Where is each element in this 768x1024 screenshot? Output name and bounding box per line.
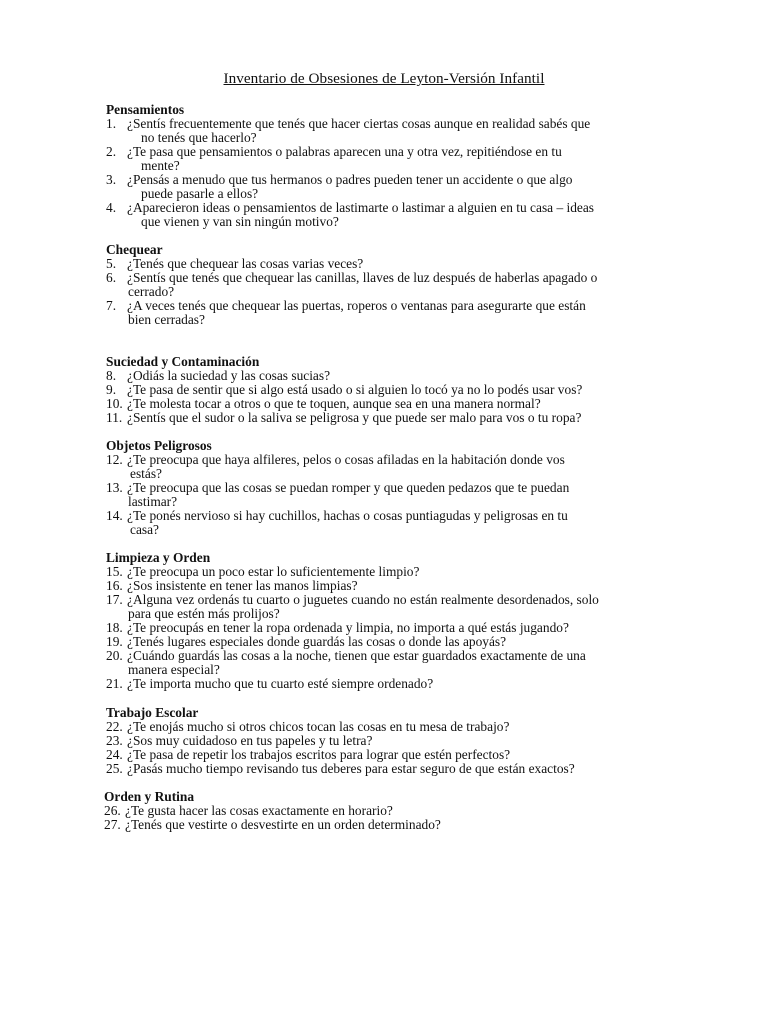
question-text-continuation: mente? (141, 158, 180, 173)
section-heading: Objetos Peligrosos (106, 438, 212, 453)
question-item (106, 579, 666, 593)
question-item (106, 257, 666, 271)
question-number: 27. (104, 817, 121, 832)
question-item (106, 299, 666, 327)
question-text-continuation: que vienen y van sin ningún motivo? (141, 214, 339, 229)
question-item (106, 201, 666, 229)
document-title: Inventario de Obsesiones de Leyton-Versión Infantil (223, 70, 545, 87)
question-text: ¿Te ponés nervioso si hay cuchillos, hachas o cosas puntiagudas y peligrosas en tu (127, 508, 568, 523)
question-number: 24. (106, 747, 123, 762)
question-text: ¿Sentís frecuentemente que tenés que hacer ciertas cosas aunque en realidad sabés que (127, 116, 591, 131)
question-text: ¿Te pasa de sentir que si algo está usado o si alguien lo tocó ya no lo podés usar vos? (127, 382, 583, 397)
question-item (106, 762, 666, 776)
section-heading: Suciedad y Contaminación (106, 354, 260, 369)
question-text: ¿Te preocupa que haya alfileres, pelos o cosas afiladas en la habitación donde vos (127, 452, 565, 467)
question-number: 15. (106, 564, 123, 579)
question-item (106, 649, 666, 677)
question-text-continuation: lastimar? (128, 494, 178, 509)
question-text: ¿Alguna vez ordenás tu cuarto o juguetes cuando no están realmente desordenados, solo (127, 592, 599, 607)
question-text: ¿Te pasa que pensamientos o palabras aparecen una y otra vez, repitiéndose en tu (127, 144, 562, 159)
question-text: ¿Te pasa de repetir los trabajos escritos para lograr que estén perfectos? (127, 747, 511, 762)
question-text: ¿Sos muy cuidadoso en tus papeles y tu letra? (127, 733, 373, 748)
section-limpieza-y-orden (106, 551, 666, 691)
question-number: 17. (106, 592, 123, 607)
question-item (106, 748, 666, 762)
question-number: 6. (106, 270, 117, 285)
question-text: ¿Pasás mucho tiempo revisando tus deberes para estar seguro de que están exactos? (127, 761, 575, 776)
section-heading: Orden y Rutina (104, 789, 195, 804)
question-number: 1. (106, 116, 117, 131)
section-suciedad-y-contaminaci-n (106, 355, 666, 425)
question-text-continuation: casa? (130, 522, 159, 537)
question-text: ¿Tenés que chequear las cosas varias veces? (127, 256, 364, 271)
question-item (106, 271, 666, 299)
question-item (106, 720, 666, 734)
section-pensamientos (106, 103, 666, 229)
section-heading: Pensamientos (106, 102, 185, 117)
section-heading: Chequear (106, 242, 163, 257)
section-objetos-peligrosos (106, 439, 666, 537)
question-number: 14. (106, 508, 123, 523)
question-text: ¿Te preocupa un poco estar lo suficientemente limpio? (127, 564, 420, 579)
question-item (106, 734, 666, 748)
question-text-continuation: cerrado? (128, 284, 175, 299)
question-text: ¿Sentís que tenés que chequear las canillas, llaves de luz después de haberlas apagado o (127, 270, 598, 285)
question-text: ¿Odiás la suciedad y las cosas sucias? (127, 368, 331, 383)
question-item (106, 481, 666, 509)
question-number: 12. (106, 452, 123, 467)
question-number: 4. (106, 200, 117, 215)
question-number: 21. (106, 676, 123, 691)
question-number: 3. (106, 172, 117, 187)
question-text: ¿Pensás a menudo que tus hermanos o padres pueden tener un accidente o que algo (127, 172, 573, 187)
question-item (106, 621, 666, 635)
question-text-continuation: estás? (130, 466, 162, 481)
question-number: 11. (106, 410, 123, 425)
question-item (106, 453, 666, 481)
question-number: 2. (106, 144, 117, 159)
question-text-continuation: puede pasarle a ellos? (141, 186, 259, 201)
question-text: ¿Sentís que el sudor o la saliva se peligrosa y que puede ser malo para vos o tu ropa? (127, 410, 582, 425)
question-text: ¿Te preocupás en tener la ropa ordenada y limpia, no importa a qué estás jugando? (127, 620, 569, 635)
question-number: 18. (106, 620, 123, 635)
question-item (104, 818, 664, 832)
question-number: 26. (104, 803, 121, 818)
question-item (106, 397, 666, 411)
question-item (106, 369, 666, 383)
question-number: 23. (106, 733, 123, 748)
question-text: ¿A veces tenés que chequear las puertas, roperos o ventanas para asegurarte que están (127, 298, 586, 313)
question-number: 22. (106, 719, 123, 734)
question-text-continuation: manera especial? (128, 662, 220, 677)
question-number: 7. (106, 298, 117, 313)
question-item (106, 117, 666, 145)
question-number: 16. (106, 578, 123, 593)
question-number: 8. (106, 368, 117, 383)
section-trabajo-escolar (106, 706, 666, 776)
question-text: ¿Tenés lugares especiales donde guardás las cosas o donde las apoyás? (127, 634, 507, 649)
question-item (106, 635, 666, 649)
question-text-continuation: bien cerradas? (128, 312, 205, 327)
question-item (106, 173, 666, 201)
question-item (106, 565, 666, 579)
question-number: 9. (106, 382, 117, 397)
question-item (106, 509, 666, 537)
question-item (106, 677, 666, 691)
question-text: ¿Te molesta tocar a otros o que te toquen, aunque sea en una manera normal? (127, 396, 541, 411)
question-number: 25. (106, 761, 123, 776)
question-text: ¿Te importa mucho que tu cuarto esté siempre ordenado? (127, 676, 434, 691)
question-text: ¿Cuándo guardás las cosas a la noche, tienen que estar guardados exactamente de una (127, 648, 586, 663)
question-text: ¿Tenés que vestirte o desvestirte en un orden determinado? (125, 817, 441, 832)
question-text: ¿Aparecieron ideas o pensamientos de lastimarte o lastimar a alguien en tu casa – ideas (127, 200, 595, 215)
section-chequear (106, 243, 666, 327)
question-text-continuation: para que estén más prolijos? (128, 606, 280, 621)
question-item (106, 145, 666, 173)
question-text-continuation: no tenés que hacerlo? (141, 130, 257, 145)
question-item (106, 383, 666, 397)
question-item (106, 411, 666, 425)
question-number: 19. (106, 634, 123, 649)
question-item (106, 593, 666, 621)
question-text: ¿Te gusta hacer las cosas exactamente en horario? (125, 803, 393, 818)
question-number: 13. (106, 480, 123, 495)
section-heading: Limpieza y Orden (106, 550, 211, 565)
section-orden-y-rutina (104, 790, 664, 832)
question-number: 20. (106, 648, 123, 663)
question-item (104, 804, 664, 818)
question-number: 5. (106, 256, 117, 271)
question-text: ¿Sos insistente en tener las manos limpias? (127, 578, 358, 593)
question-number: 10. (106, 396, 123, 411)
section-heading: Trabajo Escolar (106, 705, 199, 720)
question-text: ¿Te enojás mucho si otros chicos tocan las cosas en tu mesa de trabajo? (127, 719, 510, 734)
question-text: ¿Te preocupa que las cosas se puedan romper y que queden pedazos que te puedan (127, 480, 570, 495)
